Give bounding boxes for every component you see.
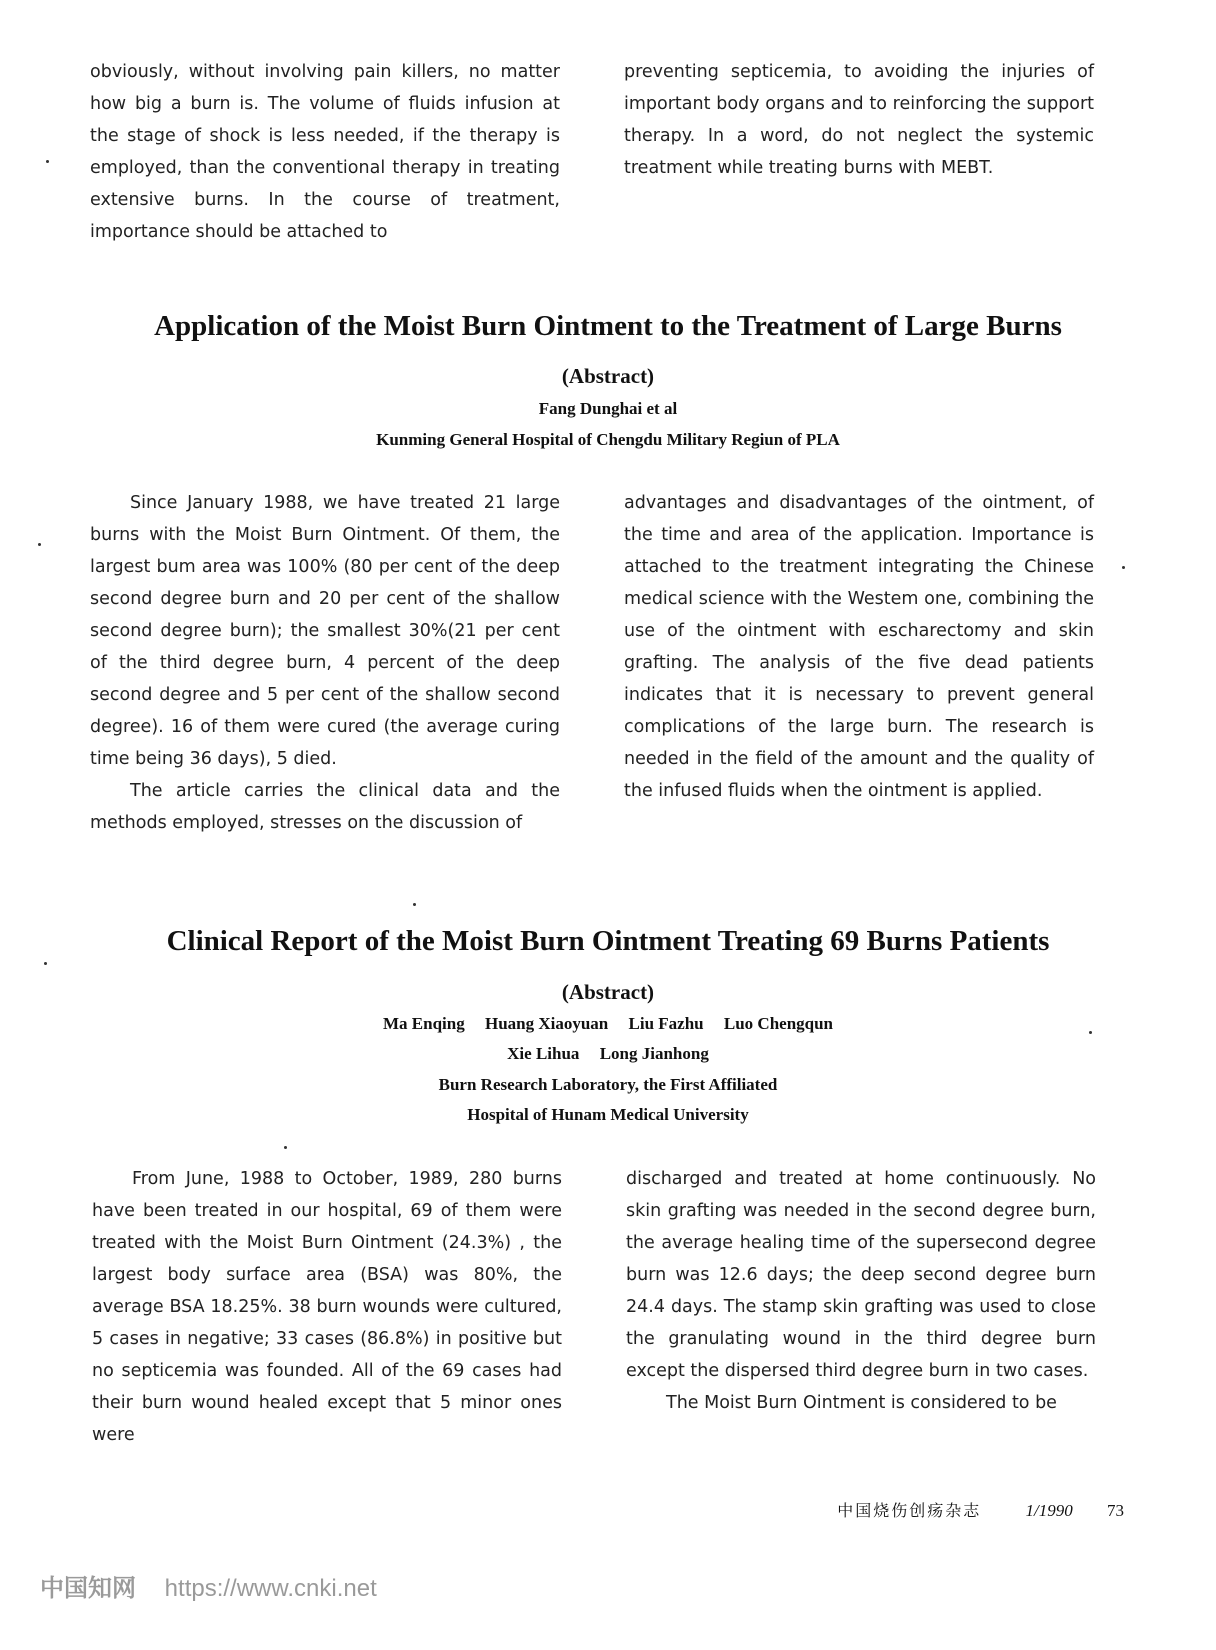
author-name: Ma Enqing [382,1014,465,1033]
article1-left-paragraph-2: The article carries the clinical data and the methods employed, stresses on the discussion of [90,781,560,833]
author-name: Long Jianhong [599,1044,709,1063]
scan-speck [1089,1031,1092,1034]
article1-affiliation: Kunming General Hospital of Chengdu Military Regiun of PLA [376,430,840,449]
scan-speck [284,1146,287,1149]
scan-speck [1122,566,1125,569]
article2-left-column [92,1163,562,1451]
scan-speck [44,962,47,965]
article2-left-paragraph-1: From June, 1988 to October, 1989, 280 burns have been treated in our hospital, 69 of them were treated with the Moist Burn Ointment (24.3%) , the largest body surface area (BSA) was 80%, the average BSA 18.25%. 38 burn wounds were cultured, 5 cases in negative; 33 cases (86.8%) in positive but no septicemia was founded. All of the 69 cases had their burn wound healed except that 5 minor ones were [92,1169,562,1445]
article2-right-paragraph-2: The Moist Burn Ointment is considered to be [666,1393,1057,1413]
watermark-brand: 中国知网 [40,1575,136,1602]
top-right-paragraph: preventing septicemia, to avoiding the injuries of important body organs and to reinforcing the support therapy. In a word, do not neglect the systemic treatment while treating burns with MEBT. [624,62,1094,178]
article2-authors-line-1 [0,1014,1216,1034]
article1-left-column [90,487,560,839]
article2-abstract-label: (Abstract) [561,980,655,1004]
page-footer [837,1498,1124,1521]
article1-authors: Fang Dunghai et al [538,399,678,418]
author-name: Xie Lihua [507,1044,580,1063]
author-name: Liu Fazhu [628,1014,704,1033]
page-number: 73 [1107,1501,1124,1520]
author-name: Huang Xiaoyuan [484,1014,609,1033]
article1-left-paragraph-1: Since January 1988, we have treated 21 large burns with the Moist Burn Ointment. Of them, the largest bum area was 100% (80 per cent of the deep second degree burn and 20 per cent of the shallow second degree burn); the smallest 30%(21 per cent of the third degree burn, 4 percent of the deep second degree and 5 per cent of the shallow second degree). 16 of them were cured (the average curing time being 36 days), 5 died. [90,493,560,769]
journal-name: 中国烧伤创疡杂志 [837,1501,982,1520]
article1-right-column [624,487,1094,807]
top-left-paragraph: obviously, without involving pain killers, no matter how big a burn is. The volume of fluids infusion at the stage of shock is less needed, if the therapy is employed, than the conventional therapy in treating extensive burns. In the course of treatment, importance should be attached to [90,62,560,242]
top-left-column [90,56,560,248]
watermark-url: https://www.cnki.net [164,1575,377,1602]
article1-right-paragraph-1: advantages and disadvantages of the ointment, of the time and area of the application. Importance is attached to the treatment integrating the Chinese medical science with the Westem one, combining the use of the ointment with escharectomy and skin grafting. The analysis of the five dead patients indicates that it is necessary to prevent general complications of the large burn. The research is needed in the field of the amount and the quality of the infused fluids when the ointment is applied. [624,493,1094,801]
author-name: Luo Chengqun [723,1014,834,1033]
issue-number: 1/1990 [1025,1501,1073,1520]
article2-affiliation-line-1: Burn Research Laboratory, the First Affiliated [438,1075,778,1094]
top-right-column [624,56,1094,184]
scan-speck [46,160,49,163]
article1-title: Application of the Moist Burn Ointment to the Treatment of Large Burns [154,310,1062,342]
watermark [40,1568,377,1603]
article2-title: Clinical Report of the Moist Burn Ointment Treating 69 Burns Patients [166,925,1050,957]
article1-abstract-label: (Abstract) [561,364,655,388]
scan-speck [413,903,416,906]
article2-right-paragraph-1: discharged and treated at home continuously. No skin grafting was needed in the second degree burn, the average healing time of the supersecond degree burn was 12.6 days; the deep second degree burn 24.4 days. The stamp skin grafting was used to close the granulating wound in the third degree burn except the dispersed third degree burn in two cases. [626,1169,1096,1381]
scan-speck [38,543,41,546]
article2-authors-line-2 [0,1044,1216,1064]
article2-right-column [626,1163,1096,1419]
article2-affiliation-line-2: Hospital of Hunam Medical University [467,1105,749,1124]
